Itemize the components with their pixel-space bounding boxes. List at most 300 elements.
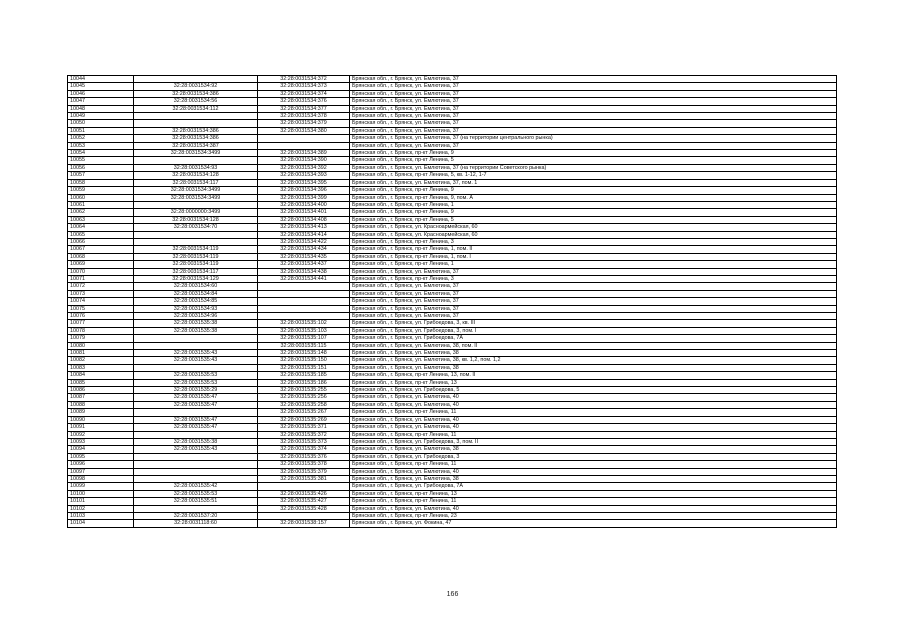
building-cadastral-number-cell: 32:28:0031535:186 [258,379,350,386]
table-row [68,216,837,223]
land-cadastral-number-cell: 32:28:0031534:117 [134,268,258,275]
address-cell: Брянская обл., г. Брянск, ул. Емлютина, 37 [350,76,837,83]
land-cadastral-number-cell: 32:28:0031535:42 [134,483,258,490]
land-cadastral-number-cell: 32:28:0031534:3499 [134,150,258,157]
building-cadastral-number-cell: 32:28:0031534:392 [258,164,350,171]
row-number-cell: 10089 [68,409,134,416]
address-cell: Брянская обл., г. Брянск, ул. Емлютина, 37 [350,298,837,305]
row-number-cell: 10097 [68,468,134,475]
address-cell: Брянская обл., г. Брянск, пр-кт Ленина, 3 [350,238,837,245]
address-cell: Брянская обл., г. Брянск, пр-кт Ленина, 5, кв. 1-12, 1-7 [350,172,837,179]
row-number-cell: 10078 [68,327,134,334]
row-number-cell: 10055 [68,157,134,164]
land-cadastral-number-cell: 32:28:0031534:93 [134,305,258,312]
table-row [68,283,837,290]
land-cadastral-number-cell: 32:28:0031535:51 [134,498,258,505]
address-cell: Брянская обл., г. Брянск, ул. Емлютина, 37 [350,98,837,105]
address-cell: Брянская обл., г. Брянск, пр-кт Ленина, 5 [350,216,837,223]
table-row [68,164,837,171]
row-number-cell: 10100 [68,490,134,497]
address-cell: Брянская обл., г. Брянск, ул. Емлютина, 37 [350,90,837,97]
building-cadastral-number-cell: 32:28:0031534:414 [258,231,350,238]
row-number-cell: 10062 [68,209,134,216]
land-cadastral-number-cell [134,113,258,120]
address-cell: Брянская обл., г. Брянск, ул. Емлютина, 40 [350,424,837,431]
table-row [68,379,837,386]
land-cadastral-number-cell: 32:28:0031534:112 [134,105,258,112]
address-cell: Брянская обл., г. Брянск, ул. Емлютина, 37 [350,268,837,275]
row-number-cell: 10058 [68,179,134,186]
row-number-cell: 10068 [68,253,134,260]
row-number-cell: 10077 [68,320,134,327]
building-cadastral-number-cell: 32:28:0031534:441 [258,275,350,282]
land-cadastral-number-cell: 32:28:0031534:128 [134,172,258,179]
row-number-cell: 10101 [68,498,134,505]
table-row [68,305,837,312]
table-row [68,313,837,320]
row-number-cell: 10072 [68,283,134,290]
address-cell: Брянская обл., г. Брянск, ул. Емлютина, 37 [350,313,837,320]
building-cadastral-number-cell: 32:28:0031534:380 [258,127,350,134]
address-cell: Брянская обл., г. Брянск, ул. Грибоедова, 3, кв. III [350,320,837,327]
address-cell: Брянская обл., г. Брянск, пр-кт Ленина, 9 [350,150,837,157]
table-row [68,372,837,379]
row-number-cell: 10084 [68,372,134,379]
building-cadastral-number-cell: 32:28:0031535:267 [258,409,350,416]
table-row [68,201,837,208]
table-row [68,364,837,371]
address-cell: Брянская обл., г. Брянск, ул. Емлютина, 40 [350,505,837,512]
land-cadastral-number-cell [134,453,258,460]
address-cell: Брянская обл., г. Брянск, ул. Емлютина, 38, пом. II [350,342,837,349]
row-number-cell: 10103 [68,512,134,519]
land-cadastral-number-cell [134,431,258,438]
row-number-cell: 10051 [68,127,134,134]
table-row [68,275,837,282]
building-cadastral-number-cell: 32:28:0031535:427 [258,498,350,505]
building-cadastral-number-cell: 32:28:0031534:393 [258,172,350,179]
land-cadastral-number-cell: 32:28:0031534:96 [134,313,258,320]
land-cadastral-number-cell: 32:28:0031534:128 [134,216,258,223]
building-cadastral-number-cell: 32:28:0031535:379 [258,468,350,475]
table-row [68,83,837,90]
row-number-cell: 10095 [68,453,134,460]
address-cell: Брянская обл., г. Брянск, пр-кт Ленина, 11 [350,409,837,416]
row-number-cell: 10082 [68,357,134,364]
row-number-cell: 10085 [68,379,134,386]
land-cadastral-number-cell: 32:28:0031535:38 [134,327,258,334]
address-cell: Брянская обл., г. Брянск, ул. Грибоедова, 7А [350,335,837,342]
building-cadastral-number-cell: 32:28:0031534:401 [258,209,350,216]
building-cadastral-number-cell: 32:28:0031534:408 [258,216,350,223]
table-row [68,350,837,357]
building-cadastral-number-cell: 32:28:0031534:379 [258,120,350,127]
address-cell: Брянская обл., г. Брянск, пр-кт Ленина, 11 [350,431,837,438]
address-cell: Брянская обл., г. Брянск, ул. Емлютина, 37 [350,83,837,90]
building-cadastral-number-cell: 32:28:0031535:103 [258,327,350,334]
row-number-cell: 10066 [68,238,134,245]
building-cadastral-number-cell: 32:28:0031535:258 [258,401,350,408]
address-cell: Брянская обл., г. Брянск, пр-кт Ленина, 1, пом. II [350,246,837,253]
row-number-cell: 10044 [68,76,134,83]
table-row [68,253,837,260]
table-row [68,461,837,468]
address-cell: Брянская обл., г. Брянск, пр-кт Ленина, 3 [350,275,837,282]
row-number-cell: 10102 [68,505,134,512]
land-cadastral-number-cell: 32:28:0031534:386 [134,127,258,134]
table-row [68,238,837,245]
building-cadastral-number-cell: 32:28:0031534:437 [258,261,350,268]
building-cadastral-number-cell: 32:28:0031535:255 [258,387,350,394]
address-cell: Брянская обл., г. Брянск, ул. Емлютина, 37 [350,305,837,312]
building-cadastral-number-cell: 32:28:0031535:428 [258,505,350,512]
building-cadastral-number-cell: 32:28:0031534:434 [258,246,350,253]
land-cadastral-number-cell [134,468,258,475]
row-number-cell: 10086 [68,387,134,394]
row-number-cell: 10099 [68,483,134,490]
row-number-cell: 10063 [68,216,134,223]
row-number-cell: 10080 [68,342,134,349]
row-number-cell: 10056 [68,164,134,171]
table-row [68,520,837,527]
land-cadastral-number-cell: 32:28:0031535:47 [134,394,258,401]
land-cadastral-number-cell: 32:28:0031534:129 [134,275,258,282]
address-cell: Брянская обл., г. Брянск, ул. Емлютина, 37 [350,283,837,290]
building-cadastral-number-cell: 32:28:0031535:269 [258,416,350,423]
land-cadastral-number-cell [134,76,258,83]
address-cell: Брянская обл., г. Брянск, пр-кт Ленина, 13, пом. II [350,372,837,379]
row-number-cell: 10050 [68,120,134,127]
land-cadastral-number-cell: 32:28:0031537:20 [134,512,258,519]
row-number-cell: 10096 [68,461,134,468]
land-cadastral-number-cell: 32:28:0031535:38 [134,438,258,445]
address-cell: Брянская обл., г. Брянск, ул. Емлютина, 38 [350,446,837,453]
row-number-cell: 10094 [68,446,134,453]
table-row [68,187,837,194]
row-number-cell: 10083 [68,364,134,371]
address-cell: Брянская обл., г. Брянск, пр-кт Ленина, 9 [350,209,837,216]
row-number-cell: 10075 [68,305,134,312]
land-cadastral-number-cell: 32:28:0031535:47 [134,401,258,408]
land-cadastral-number-cell: 32:28:0031534:56 [134,98,258,105]
building-cadastral-number-cell: 32:28:0031535:185 [258,372,350,379]
building-cadastral-number-cell: 32:28:0031534:399 [258,194,350,201]
building-cadastral-number-cell: 32:28:0031535:376 [258,453,350,460]
address-cell: Брянская обл., г. Брянск, ул. Емлютина, 40 [350,394,837,401]
building-cadastral-number-cell: 32:28:0031534:435 [258,253,350,260]
building-cadastral-number-cell [258,283,350,290]
address-cell: Брянская обл., г. Брянск, пр-кт Ленина, 11 [350,498,837,505]
land-cadastral-number-cell: 32:28:0031535:29 [134,387,258,394]
row-number-cell: 10092 [68,431,134,438]
building-cadastral-number-cell [258,512,350,519]
building-cadastral-number-cell: 32:28:0031534:372 [258,76,350,83]
row-number-cell: 10061 [68,201,134,208]
row-number-cell: 10079 [68,335,134,342]
building-cadastral-number-cell: 32:28:0031534:377 [258,105,350,112]
row-number-cell: 10059 [68,187,134,194]
address-cell: Брянская обл., г. Брянск, ул. Емлютина, 37 [350,127,837,134]
row-number-cell: 10045 [68,83,134,90]
building-cadastral-number-cell: 32:28:0031535:373 [258,438,350,445]
row-number-cell: 10046 [68,90,134,97]
land-cadastral-number-cell: 32:28:0031535:43 [134,357,258,364]
table-row [68,105,837,112]
land-cadastral-number-cell [134,335,258,342]
table-row [68,98,837,105]
building-cadastral-number-cell: 32:28:0031534:400 [258,201,350,208]
row-number-cell: 10047 [68,98,134,105]
address-cell: Брянская обл., г. Брянск, ул. Грибоедова, 5 [350,387,837,394]
row-number-cell: 10065 [68,231,134,238]
land-cadastral-number-cell: 32:28:0031118:60 [134,520,258,527]
address-cell: Брянская обл., г. Брянск, ул. Емлютина, 38 [350,475,837,482]
table-row [68,483,837,490]
building-cadastral-number-cell: 32:28:0031535:374 [258,446,350,453]
building-cadastral-number-cell: 32:28:0031534:438 [258,268,350,275]
page-number: 166 [446,591,459,598]
land-cadastral-number-cell [134,505,258,512]
table-row [68,438,837,445]
row-number-cell: 10054 [68,150,134,157]
land-cadastral-number-cell: 32:28:0031534:386 [134,90,258,97]
table-row [68,320,837,327]
land-cadastral-number-cell [134,461,258,468]
land-cadastral-number-cell: 32:28:0031535:43 [134,446,258,453]
land-cadastral-number-cell [134,342,258,349]
address-cell: Брянская обл., г. Брянск, ул. Грибоедова, 7А [350,483,837,490]
land-cadastral-number-cell: 32:28:0031535:53 [134,379,258,386]
table-row [68,76,837,83]
table-row [68,387,837,394]
address-cell: Брянская обл., г. Брянск, ул. Грибоедова, 3, пом. II [350,438,837,445]
land-cadastral-number-cell: 32:28:0031534:387 [134,142,258,149]
row-number-cell: 10053 [68,142,134,149]
row-number-cell: 10052 [68,135,134,142]
address-cell: Брянская обл., г. Брянск, ул. Фокина, 47 [350,520,837,527]
land-cadastral-number-cell: 32:28:0031535:53 [134,372,258,379]
table-row [68,231,837,238]
table-row [68,157,837,164]
building-cadastral-number-cell: 32:28:0031535:381 [258,475,350,482]
land-cadastral-number-cell: 32:28:0031534:85 [134,298,258,305]
row-number-cell: 10067 [68,246,134,253]
table-row [68,327,837,334]
building-cadastral-number-cell [258,135,350,142]
table-row [68,120,837,127]
table-row [68,127,837,134]
table-row [68,261,837,268]
table-row [68,394,837,401]
address-cell: Брянская обл., г. Брянск, пр-кт Ленина, 1 [350,261,837,268]
land-cadastral-number-cell [134,157,258,164]
building-cadastral-number-cell: 32:28:0031535:107 [258,335,350,342]
table-row [68,357,837,364]
address-cell: Брянская обл., г. Брянск, ул. Грибоедова, 3, пом. I [350,327,837,334]
building-cadastral-number-cell: 32:28:0031534:390 [258,157,350,164]
building-cadastral-number-cell: 32:28:0031535:151 [258,364,350,371]
land-cadastral-number-cell [134,409,258,416]
building-cadastral-number-cell: 32:28:0031535:148 [258,350,350,357]
land-cadastral-number-cell: 32:28:0031534:119 [134,246,258,253]
address-cell: Брянская обл., г. Брянск, ул. Красноармейская, 60 [350,231,837,238]
row-number-cell: 10049 [68,113,134,120]
address-cell: Брянская обл., г. Брянск, ул. Емлютина, 37 (на территории Советского рынка) [350,164,837,171]
land-cadastral-number-cell: 32:28:0031534:119 [134,253,258,260]
address-cell: Брянская обл., г. Брянск, ул. Емлютина, 37 [350,142,837,149]
table-row [68,172,837,179]
building-cadastral-number-cell: 32:28:0031535:426 [258,490,350,497]
row-number-cell: 10076 [68,313,134,320]
row-number-cell: 10048 [68,105,134,112]
table-row [68,224,837,231]
address-cell: Брянская обл., г. Брянск, пр-кт Ленина, 1 [350,201,837,208]
address-cell: Брянская обл., г. Брянск, пр-кт Ленина, 9 [350,187,837,194]
table-row [68,453,837,460]
land-cadastral-number-cell: 32:28:0000000:3499 [134,209,258,216]
building-cadastral-number-cell: 32:28:0031535:378 [258,461,350,468]
land-cadastral-number-cell: 32:28:0031535:47 [134,424,258,431]
table-row [68,209,837,216]
row-number-cell: 10081 [68,350,134,357]
table-row [68,335,837,342]
address-cell: Брянская обл., г. Брянск, ул. Емлютина, 40 [350,401,837,408]
table-row [68,424,837,431]
table-row [68,90,837,97]
address-cell: Брянская обл., г. Брянск, ул. Емлютина, 38 [350,364,837,371]
address-cell: Брянская обл., г. Брянск, ул. Емлютина, 37 [350,290,837,297]
building-cadastral-number-cell [258,142,350,149]
land-cadastral-number-cell: 32:28:0031534:84 [134,290,258,297]
table-row [68,431,837,438]
land-cadastral-number-cell: 32:28:0031535:47 [134,416,258,423]
land-cadastral-number-cell: 32:28:0031535:53 [134,490,258,497]
building-cadastral-number-cell: 32:28:0031535:102 [258,320,350,327]
table-row [68,290,837,297]
land-cadastral-number-cell [134,231,258,238]
building-cadastral-number-cell: 32:28:0031535:150 [258,357,350,364]
table-row [68,298,837,305]
row-number-cell: 10087 [68,394,134,401]
row-number-cell: 10091 [68,424,134,431]
address-cell: Брянская обл., г. Брянск, ул. Емлютина, 37 (на территории центрального рынка) [350,135,837,142]
row-number-cell: 10060 [68,194,134,201]
table-row [68,342,837,349]
row-number-cell: 10098 [68,475,134,482]
building-cadastral-number-cell: 32:28:0031534:376 [258,98,350,105]
table-row [68,468,837,475]
table-row [68,401,837,408]
row-number-cell: 10074 [68,298,134,305]
address-cell: Брянская обл., г. Брянск, ул. Емлютина, 37 [350,113,837,120]
land-cadastral-number-cell: 32:28:0031534:70 [134,224,258,231]
land-cadastral-number-cell: 32:28:0031534:117 [134,179,258,186]
land-cadastral-number-cell: 32:28:0031534:60 [134,283,258,290]
address-cell: Брянская обл., г. Брянск, ул. Емлютина, 40 [350,468,837,475]
row-number-cell: 10071 [68,275,134,282]
land-cadastral-number-cell [134,201,258,208]
land-cadastral-number-cell: 32:28:0031535:43 [134,350,258,357]
building-cadastral-number-cell: 32:28:0031534:395 [258,179,350,186]
building-cadastral-number-cell: 32:28:0031534:422 [258,238,350,245]
building-cadastral-number-cell: 32:28:0031534:389 [258,150,350,157]
table-row [68,142,837,149]
row-number-cell: 10104 [68,520,134,527]
address-cell: Брянская обл., г. Брянск, ул. Емлютина, 37, пом. 1 [350,179,837,186]
table-row [68,135,837,142]
row-number-cell: 10064 [68,224,134,231]
address-cell: Брянская обл., г. Брянск, пр-кт Ленина, 23 [350,512,837,519]
address-cell: Брянская обл., г. Брянск, пр-кт Ленина, 9, пом. А [350,194,837,201]
address-cell: Брянская обл., г. Брянск, пр-кт Ленина, 5 [350,157,837,164]
row-number-cell: 10088 [68,401,134,408]
address-cell: Брянская обл., г. Брянск, пр-кт Ленина, 13 [350,379,837,386]
table-row [68,246,837,253]
address-cell: Брянская обл., г. Брянск, ул. Емлютина, 40 [350,416,837,423]
building-cadastral-number-cell: 32:28:0031535:256 [258,394,350,401]
building-cadastral-number-cell: 32:28:0031534:373 [258,83,350,90]
table-row [68,475,837,482]
row-number-cell: 10093 [68,438,134,445]
building-cadastral-number-cell: 32:28:0031534:374 [258,90,350,97]
building-cadastral-number-cell [258,483,350,490]
table-body [68,76,837,528]
land-cadastral-number-cell: 32:28:0031534:119 [134,261,258,268]
table-row [68,416,837,423]
address-cell: Брянская обл., г. Брянск, ул. Емлютина, 37 [350,120,837,127]
address-cell: Брянская обл., г. Брянск, ул. Емлютина, 38 [350,350,837,357]
land-cadastral-number-cell: 32:28:0031535:38 [134,320,258,327]
table-row [68,409,837,416]
building-cadastral-number-cell [258,305,350,312]
building-cadastral-number-cell: 32:28:0031535:371 [258,424,350,431]
building-cadastral-number-cell: 32:28:0031534:396 [258,187,350,194]
land-cadastral-number-cell [134,238,258,245]
land-cadastral-number-cell: 32:28:0031534:3499 [134,194,258,201]
land-cadastral-number-cell [134,120,258,127]
address-cell: Брянская обл., г. Брянск, ул. Емлютина, 37 [350,105,837,112]
address-cell: Брянская обл., г. Брянск, пр-кт Ленина, 1, пом. I [350,253,837,260]
table-row [68,505,837,512]
table-row [68,498,837,505]
address-cell: Брянская обл., г. Брянск, пр-кт Ленина, 13 [350,490,837,497]
building-cadastral-number-cell [258,290,350,297]
row-number-cell: 10073 [68,290,134,297]
building-cadastral-number-cell [258,298,350,305]
row-number-cell: 10069 [68,261,134,268]
row-number-cell: 10057 [68,172,134,179]
land-cadastral-number-cell: 32:28:0031534:3499 [134,187,258,194]
land-cadastral-number-cell [134,364,258,371]
table-row [68,194,837,201]
table-row [68,446,837,453]
land-cadastral-number-cell: 32:28:0031534:386 [134,135,258,142]
row-number-cell: 10090 [68,416,134,423]
table-row [68,113,837,120]
land-cadastral-number-cell [134,475,258,482]
cadastral-table [67,75,837,528]
land-cadastral-number-cell: 32:28:0031534:93 [134,164,258,171]
building-cadastral-number-cell: 32:28:0031534:378 [258,113,350,120]
building-cadastral-number-cell: 32:28:0031534:413 [258,224,350,231]
address-cell: Брянская обл., г. Брянск, пр-кт Ленина, 11 [350,461,837,468]
table-row [68,512,837,519]
table-row [68,490,837,497]
address-cell: Брянская обл., г. Брянск, ул. Емлютина, 38, кв. 1,2, пом. 1,2 [350,357,837,364]
table-row [68,268,837,275]
building-cadastral-number-cell [258,313,350,320]
address-cell: Брянская обл., г. Брянск, ул. Красноармейская, 60 [350,224,837,231]
